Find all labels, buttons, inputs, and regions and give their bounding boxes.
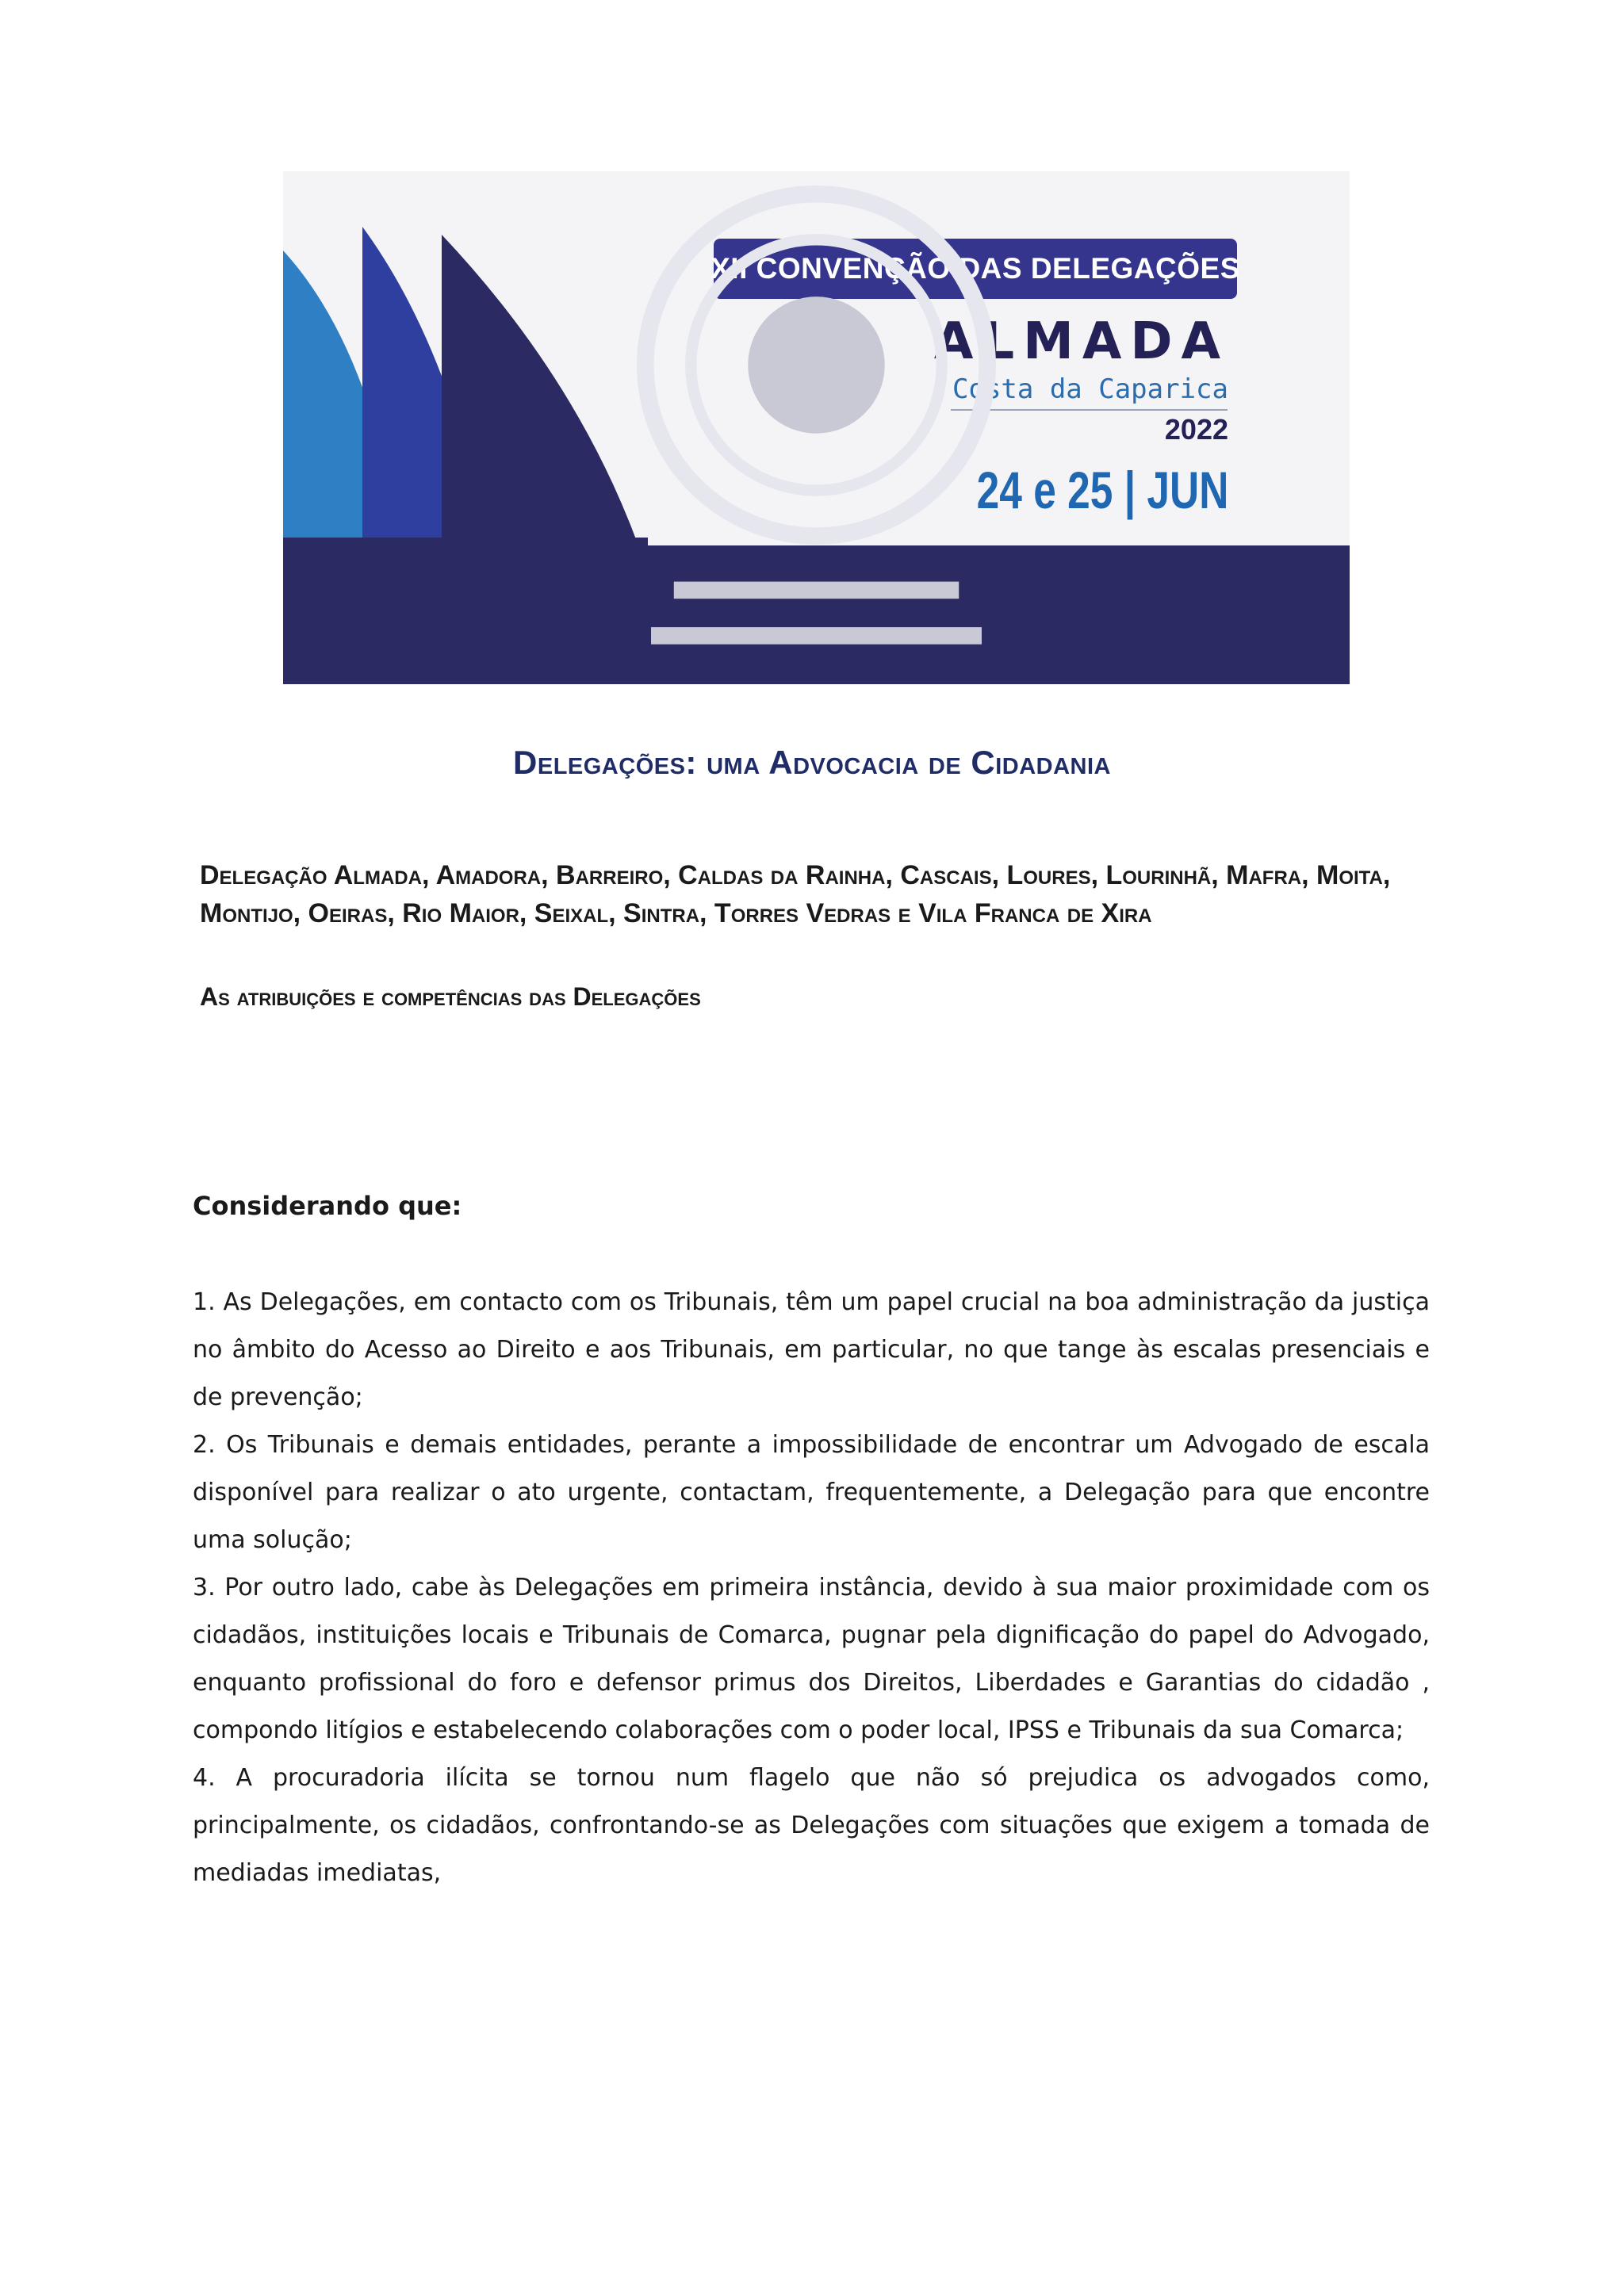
banner-year: 2022 bbox=[1164, 413, 1228, 446]
paragraph: 3. Por outro lado, cabe às Delegações em primeira instância, devido à sua maior proximidade com os cidadãos, instituições locais e Tribunais de Comarca, pugnar pela dignificação do papel do Advogado, enquanto profissional do foro e defensor primus dos Direitos, Liberdades e Garantias do cidadão , compondo litígios e estabelecendo colaborações com o poder local, IPSS e Tribunais da sua Comarca; bbox=[193, 1574, 1430, 1744]
banner-dates: 24 e 25 | JUN bbox=[976, 461, 1228, 519]
bar-association-seal-icon bbox=[283, 171, 1350, 684]
paragraph: 1. As Delegações, em contacto com os Tribunais, têm um papel crucial na boa administração da justiça no âmbito do Acesso ao Direito e aos Tribunais, em particular, no que tange às escalas presenciais e de prevenção; bbox=[193, 1288, 1430, 1411]
banner-city: ALMADA bbox=[933, 312, 1229, 371]
paragraph: 4. A procuradoria ilícita se tornou num flagelo que não só prejudica os advogados como, principalmente, os cidadãos, confrontando-se as Delegações com situações que exigem a tomada de mediadas imediatas, bbox=[193, 1764, 1430, 1887]
document-title: Delegações: uma Advocacia de Cidadania bbox=[513, 744, 1111, 781]
body-paragraphs bbox=[193, 1279, 1430, 1897]
event-banner bbox=[283, 171, 1350, 684]
paragraph: 2. Os Tribunais e demais entidades, perante a impossibilidade de encontrar um Advogado de escala disponível para realizar o ato urgente, contactam, frequentemente, a Delegação para que encontre uma solução; bbox=[193, 1431, 1430, 1554]
delegations-list: Delegação Almada, Amadora, Barreiro, Caldas da Rainha, Cascais, Loures, Lourinhã, Mafra, Moita, Montijo, Oeiras, Rio Maior, Seixal, Sintra, Torres Vedras e Vila Franca de Xira bbox=[200, 860, 1391, 928]
banner-place: Costa da Caparica bbox=[952, 373, 1228, 405]
section-heading: As atribuições e competências das Delegações bbox=[200, 982, 701, 1011]
considering-heading: Considerando que: bbox=[193, 1191, 462, 1221]
convention-title: XII CONVENÇÃO DAS DELEGAÇÕES bbox=[710, 252, 1240, 285]
